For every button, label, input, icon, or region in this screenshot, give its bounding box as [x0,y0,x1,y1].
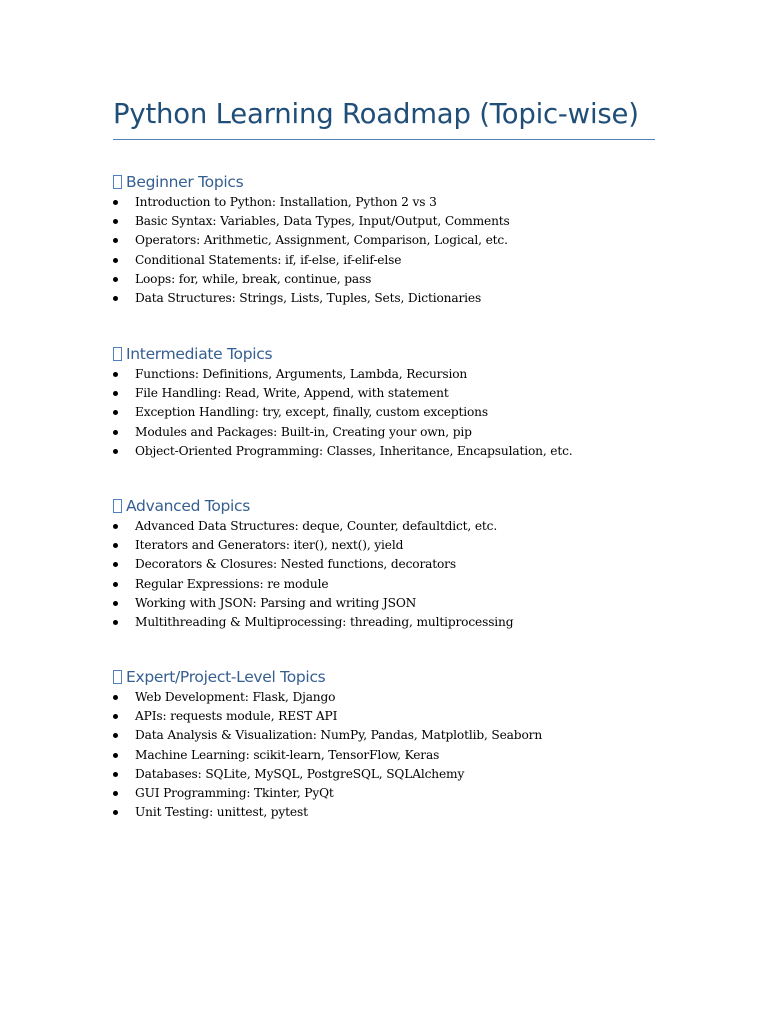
bullet-icon [113,410,118,415]
list-item-text: Functions: Definitions, Arguments, Lambda, Recursion [135,367,468,381]
topic-list [113,688,693,822]
bullet-icon [113,753,118,758]
bullet-icon [113,582,118,587]
bullet-icon [113,219,118,224]
document-title: Python Learning Roadmap (Topic-wise) [113,98,639,130]
bullet-icon [113,200,118,205]
section-heading-text: Intermediate Topics [126,345,273,363]
section-heading-text: Beginner Topics [126,173,244,191]
bullet-icon [113,810,118,815]
section-expert [113,666,693,822]
list-item [113,212,693,231]
list-item [113,365,693,384]
list-item-text: Machine Learning: scikit-learn, TensorFlow, Keras [135,747,440,762]
list-item-text: Modules and Packages: Built-in, Creating your own, pip [135,424,472,439]
list-item-text: Operators: Arithmetic, Assignment, Comparison, Logical, etc. [135,233,508,248]
list-item-text: Unit Testing: unittest, pytest [135,805,308,820]
list-item-text: Web Development: Flask, Django [135,690,336,704]
list-item-text: Iterators and Generators: iter(), next(), yield [135,538,404,553]
bullet-icon [113,238,118,243]
list-item-text: Exception Handling: try, except, finally, custom exceptions [135,405,488,420]
list-item [113,765,693,784]
section-heading-text: Advanced Topics [126,497,251,515]
list-item [113,555,693,574]
list-item [113,784,693,803]
list-item-text: Databases: SQLite, MySQL, PostgreSQL, SQLAlchemy [135,766,465,781]
list-item [113,251,693,270]
list-item-text: Working with JSON: Parsing and writing JSON [135,595,417,610]
list-item [113,517,693,536]
list-item-text: Multithreading & Multiprocessing: threading, multiprocessing [135,614,514,629]
bullet-icon [113,543,118,548]
topic-list [113,193,693,308]
list-item-text: Regular Expressions: re module [135,576,329,591]
list-item [113,193,693,212]
missing-glyph-icon [113,499,122,513]
list-item [113,442,693,461]
list-item-text: Object-Oriented Programming: Classes, Inheritance, Encapsulation, etc. [135,443,573,458]
bullet-icon [113,772,118,777]
list-item-text: Data Analysis & Visualization: NumPy, Pandas, Matplotlib, Seaborn [135,728,543,743]
section-beginner [113,171,693,308]
list-item-text: Decorators & Closures: Nested functions, decorators [135,557,456,572]
missing-glyph-icon [113,347,122,361]
list-item [113,594,693,613]
missing-glyph-icon [113,175,122,189]
list-item [113,289,693,308]
bullet-icon [113,791,118,796]
list-item [113,613,693,632]
bullet-icon [113,277,118,282]
topic-list [113,517,693,632]
bullet-icon [113,695,118,700]
bullet-icon [113,449,118,454]
list-item-text: Introduction to Python: Installation, Python 2 vs 3 [135,195,437,209]
bullet-icon [113,430,118,435]
list-item [113,688,693,707]
list-item-text: Conditional Statements: if, if-else, if-elif-else [135,252,402,267]
list-item-text: Data Structures: Strings, Lists, Tuples, Sets, Dictionaries [135,290,482,305]
title-underline [113,139,655,140]
list-item [113,270,693,289]
list-item-text: Advanced Data Structures: deque, Counter, defaultdict, etc. [135,519,498,533]
section-heading [113,666,693,688]
topic-list [113,365,693,461]
bullet-icon [113,620,118,625]
list-item [113,536,693,555]
list-item [113,726,693,745]
bullet-icon [113,372,118,377]
section-heading [113,495,693,517]
list-item-text: Loops: for, while, break, continue, pass [135,271,372,286]
list-item [113,707,693,726]
list-item [113,403,693,422]
bullet-icon [113,733,118,738]
section-advanced [113,495,693,632]
bullet-icon [113,601,118,606]
bullet-icon [113,391,118,396]
bullet-icon [113,524,118,529]
section-heading-text: Expert/Project-Level Topics [126,668,326,686]
bullet-icon [113,562,118,567]
missing-glyph-icon [113,670,122,684]
bullet-icon [113,714,118,719]
list-item [113,803,693,822]
section-heading [113,343,693,365]
list-item [113,384,693,403]
list-item-text: File Handling: Read, Write, Append, with statement [135,386,449,401]
section-intermediate [113,343,693,461]
bullet-icon [113,258,118,263]
list-item [113,746,693,765]
list-item-text: GUI Programming: Tkinter, PyQt [135,785,334,800]
list-item [113,575,693,594]
list-item [113,231,693,250]
list-item [113,423,693,442]
list-item-text: Basic Syntax: Variables, Data Types, Input/Output, Comments [135,214,510,229]
section-heading [113,171,693,193]
bullet-icon [113,296,118,301]
list-item-text: APIs: requests module, REST API [135,709,338,724]
